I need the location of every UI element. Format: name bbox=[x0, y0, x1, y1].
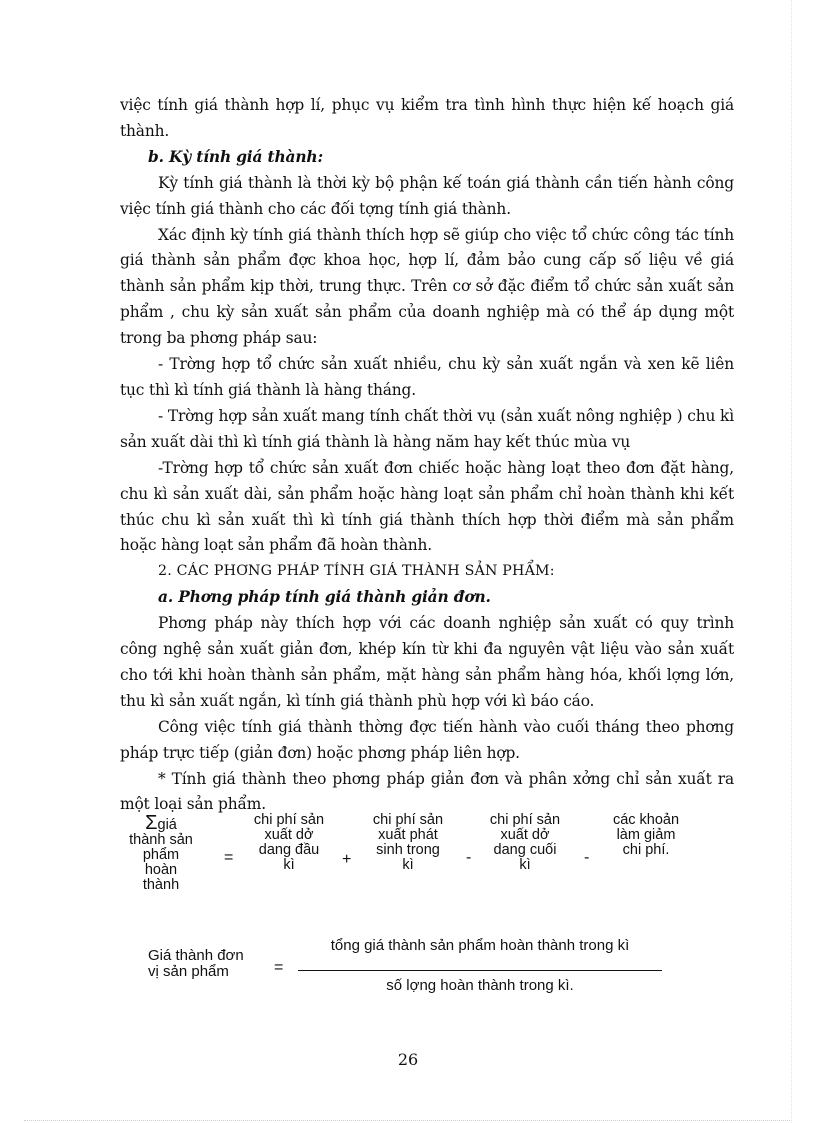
formula-text: dang cuối bbox=[493, 842, 557, 858]
minus-sign: - bbox=[584, 849, 590, 866]
formula-text: vị sản phẩm bbox=[148, 963, 229, 980]
total-cost-formula bbox=[120, 810, 734, 893]
formula-text: kì bbox=[519, 857, 531, 873]
paragraph: Phơng pháp này thích hợp với các doanh nghiệp sản xuất có quy trình công nghệ sản xuất giản đơn, khép kín từ khi đa nguyên vật liệu vào sản xuất cho tới khi hoàn thành sản phẩm, mặt hàng sản phẩm hàng hóa, khối lợng lớn, thu kì sản xuất ngắn, kì tính giá thành phù hợp với kì báo cáo. bbox=[120, 614, 734, 710]
section-heading-2: 2. CÁC PHƠNG PHÁP TÍNH GIÁ THÀNH SẢN PHẨM: bbox=[158, 563, 555, 580]
formula-lhs bbox=[126, 812, 196, 893]
list-item: - Trờng hợp sản xuất mang tính chất thời vụ (sản xuất nông nghiệp ) chu kì sản xuất dài thì kì tính giá thành là hàng năm hay kết thúc mùa vụ bbox=[120, 406, 734, 451]
formula-text: thành bbox=[142, 877, 180, 893]
formula-text: sinh trong bbox=[376, 842, 440, 858]
formula-lhs bbox=[148, 948, 244, 980]
paragraph: Công việc tính giá thành thờng đợc tiến hành vào cuối tháng theo phơng pháp trực tiếp (giản đơn) hoặc phơng pháp liên hợp. bbox=[120, 717, 734, 762]
list-item: -Trờng hợp tổ chức sản xuất đơn chiếc hoặc hàng loạt theo đơn đặt hàng, chu kì sản xuất dài, sản phẩm hoặc hàng loạt sản phẩm chỉ hoàn thành khi kết thúc chu kì sản xuất thì kì tính giá thành thích hợp thời điểm mà sản phẩm hoặc hàng loạt sản phẩm đã hoàn thành. bbox=[120, 458, 734, 555]
formula-text: thành sản bbox=[129, 832, 193, 848]
formula-text: phẩm hoàn bbox=[142, 847, 180, 878]
fraction-bar bbox=[298, 970, 662, 971]
formula-text: kì bbox=[283, 857, 295, 873]
paragraph: * Tính giá thành theo phơng pháp giản đơn và phân xởng chỉ sản xuất ra một loại sản phẩm. bbox=[120, 769, 734, 814]
formula-text: xuất phát bbox=[378, 827, 438, 843]
plus-sign: + bbox=[342, 851, 352, 868]
unit-cost-formula bbox=[120, 930, 734, 1000]
formula-term-closing-wip bbox=[480, 813, 570, 873]
formula-term-period-cost bbox=[362, 813, 454, 873]
subsection-heading-a: a. Phơng pháp tính giá thành giản đơn. bbox=[158, 588, 491, 607]
formula-text: chi phí sản bbox=[372, 812, 444, 828]
sigma-symbol: Σ bbox=[145, 812, 158, 834]
paragraph: Kỳ tính giá thành là thời kỳ bộ phận kế toán giá thành cần tiến hành công việc tính giá thành cho các đối tợng tính giá thành. bbox=[120, 173, 734, 218]
paragraph: việc tính giá thành hợp lí, phục vụ kiểm tra tình hình thực hiện kế hoạch giá thành. bbox=[120, 96, 734, 140]
fraction-denominator: số lợng hoàn thành trong kì. bbox=[386, 977, 574, 994]
formula-text: giá bbox=[157, 817, 177, 833]
formula-text: dang đầu bbox=[258, 842, 320, 858]
formula-text: kì bbox=[402, 857, 414, 873]
formula-text: Giá thành đơn bbox=[148, 947, 244, 964]
page-right-border bbox=[791, 0, 792, 1123]
page-bottom-border bbox=[24, 1120, 792, 1121]
equals-sign: = bbox=[274, 959, 284, 976]
equals-sign: = bbox=[224, 849, 234, 866]
minus-sign: - bbox=[466, 849, 472, 866]
formula-term-cost-reductions bbox=[596, 813, 696, 858]
formula-text: chi phí sản bbox=[489, 812, 561, 828]
formula-text: chi phí sản bbox=[253, 812, 325, 828]
page-number: 26 bbox=[397, 1050, 419, 1069]
formula-text: xuất dở bbox=[264, 827, 314, 843]
formula-text: xuất dở bbox=[500, 827, 550, 843]
list-item: - Trờng hợp tổ chức sản xuất nhiều, chu kỳ sản xuất ngắn và xen kẽ liên tục thì kì tính giá thành là hàng tháng. bbox=[120, 355, 734, 399]
section-heading-b: b. Kỳ tính giá thành: bbox=[148, 147, 323, 166]
formula-text: làm giảm bbox=[616, 827, 676, 843]
fraction-numerator: tổng giá thành sản phẩm hoàn thành trong kì bbox=[330, 937, 630, 954]
body-text bbox=[120, 93, 734, 818]
formula-text: chi phí. bbox=[622, 842, 670, 858]
formula-term-opening-wip bbox=[244, 813, 334, 873]
formula-text: các khoản bbox=[612, 812, 680, 828]
paragraph: Xác định kỳ tính giá thành thích hợp sẽ giúp cho việc tổ chức công tác tính giá thành sản phẩm đợc khoa học, hợp lí, đảm bảo cung cấp số liệu về giá thành sản phẩm kịp thời, trung thực. Trên cơ sở đặc điểm tổ chức sản xuất sản phẩm , chu kỳ sản xuất sản phẩm của doanh nghiệp mà có thể áp dụng một trong ba phơng pháp sau: bbox=[120, 225, 734, 348]
